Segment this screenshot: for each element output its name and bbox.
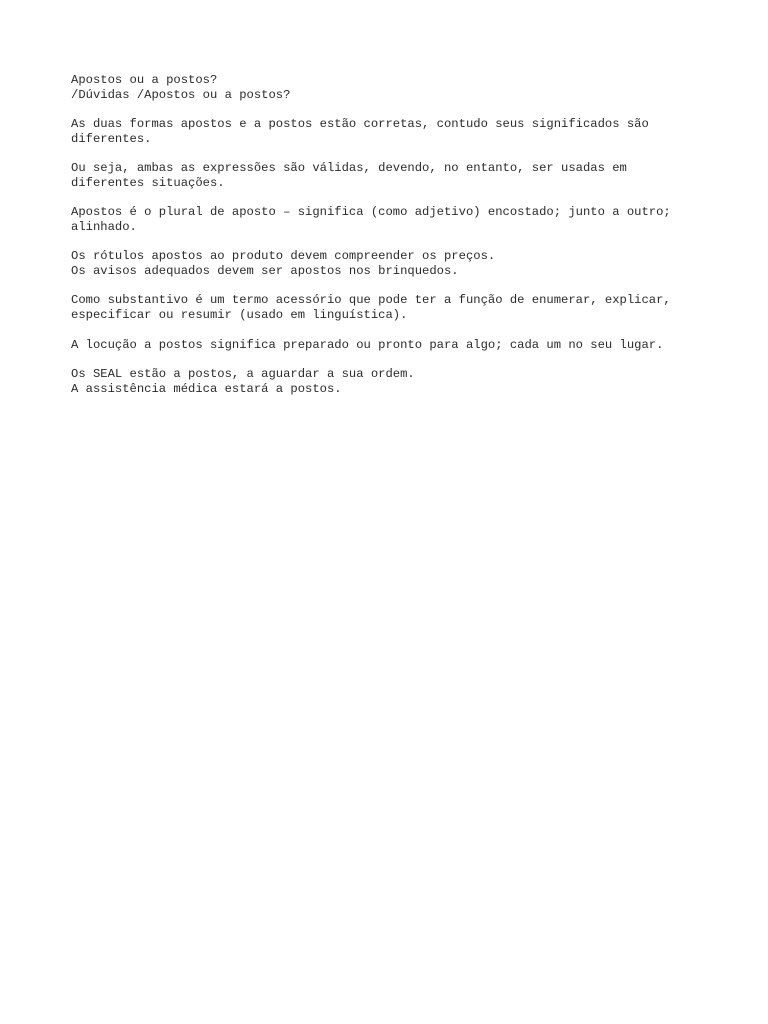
paragraph-4 [71,249,731,278]
example-line: Os avisos adequados devem ser apostos nos brinquedos. [71,264,459,279]
paragraph-2 [71,161,731,190]
document-header [71,73,731,102]
example-line: A assistência médica estará a postos. [71,381,342,396]
document-title: Apostos ou a postos? [71,73,218,87]
example-line: Os rótulos apostos ao produto devem compreender os preços. [71,249,496,264]
paragraph-line: diferentes situações. [71,175,225,190]
paragraph-1 [71,117,731,146]
paragraph-5 [71,293,731,322]
paragraph-line: A locução a postos significa preparado ou pronto para algo; cada um no seu lugar. [71,337,664,352]
document-page [71,73,731,411]
paragraph-line: Ou seja, ambas as expressões são válidas, devendo, no entanto, ser usadas em [71,161,627,176]
paragraph-line: Como substantivo é um termo acessório que pode ter a função de enumerar, explicar, [71,293,671,308]
breadcrumb: /Dúvidas /Apostos ou a postos? [71,87,291,102]
paragraph-line: Apostos é o plural de aposto – significa (como adjetivo) encostado; junto a outro; [71,205,671,220]
paragraph-line: especificar ou resumir (usado em linguística). [71,308,408,323]
paragraph-6 [71,338,731,353]
paragraph-line: diferentes. [71,131,152,146]
paragraph-line: As duas formas apostos e a postos estão corretas, contudo seus significados são [71,117,649,132]
paragraph-3 [71,205,731,234]
example-line: Os SEAL estão a postos, a aguardar a sua ordem. [71,366,415,381]
paragraph-line: alinhado. [71,219,137,234]
paragraph-7 [71,367,731,396]
